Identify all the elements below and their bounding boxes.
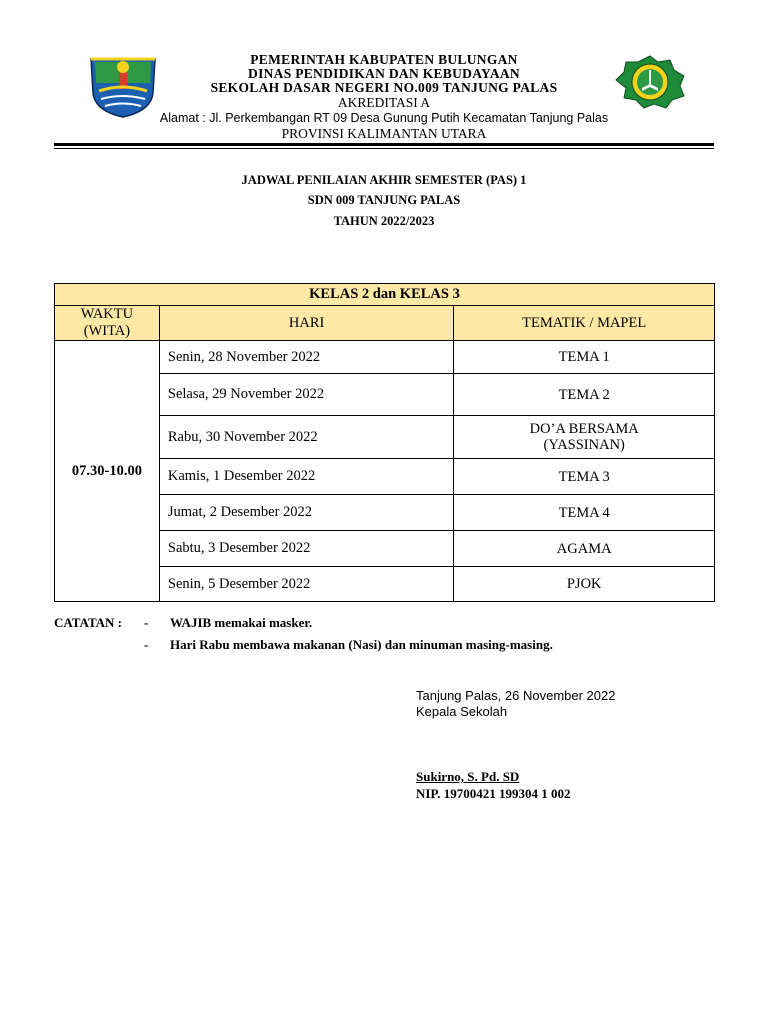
letterhead-province: PROVINSI KALIMANTAN UTARA xyxy=(281,126,487,141)
subject-cell xyxy=(454,416,715,459)
day-cell: Sabtu, 3 Desember 2022 xyxy=(159,531,454,567)
column-header-waktu xyxy=(55,306,160,341)
column-header-waktu-line2: (WITA) xyxy=(83,323,131,339)
column-header-waktu-line1: WAKTU xyxy=(80,306,134,322)
table-row xyxy=(55,341,715,374)
letterhead-government: PEMERINTAH KABUPATEN BULUNGAN xyxy=(250,52,518,67)
column-header-hari: HARI xyxy=(159,306,454,341)
notes-dash-1: - xyxy=(144,615,149,630)
letterhead-accreditation: AKREDITASI A xyxy=(337,95,431,110)
subject-line1: DO’A BERSAMA xyxy=(529,421,639,437)
document-title: JADWAL PENILAIAN AKHIR SEMESTER (PAS) 1 xyxy=(241,173,527,187)
exam-schedule-table xyxy=(54,283,715,602)
letterhead-department: DINAS PENDIDIKAN DAN KEBUDAYAAN xyxy=(248,66,520,81)
subject-line2: (YASSINAN) xyxy=(543,437,625,453)
table-column-header-row xyxy=(55,306,715,341)
letterhead-rule-thin xyxy=(54,148,714,149)
subject-cell: AGAMA xyxy=(454,531,715,567)
time-cell: 07.30-10.00 xyxy=(55,341,160,602)
day-cell: Senin, 5 Desember 2022 xyxy=(159,567,454,602)
subject-cell: TEMA 3 xyxy=(454,459,715,495)
letterhead-address: Alamat : Jl. Perkembangan RT 09 Desa Gunung Putih Kecamatan Tanjung Palas xyxy=(159,111,609,125)
signature-position: Kepala Sekolah xyxy=(416,704,508,719)
column-header-mapel: TEMATIK / MAPEL xyxy=(454,306,715,341)
document-year: TAHUN 2022/2023 xyxy=(333,214,435,228)
signature-name: Sukirno, S. Pd. SD xyxy=(416,769,520,784)
signature-place-date: Tanjung Palas, 26 November 2022 xyxy=(416,688,616,703)
notes-dash-2: - xyxy=(144,637,149,652)
subject-cell: PJOK xyxy=(454,567,715,602)
day-cell: Jumat, 2 Desember 2022 xyxy=(159,495,454,531)
subject-cell: TEMA 1 xyxy=(454,341,715,374)
note-2: Hari Rabu membawa makanan (Nasi) dan minuman masing-masing. xyxy=(170,637,553,652)
letterhead-rule-thick xyxy=(54,143,714,146)
notes-label: CATATAN : xyxy=(54,615,123,630)
signature-nip: NIP. 19700421 199304 1 002 xyxy=(416,786,571,801)
day-cell: Selasa, 29 November 2022 xyxy=(159,374,454,416)
day-cell: Rabu, 30 November 2022 xyxy=(159,416,454,459)
letterhead-school: SEKOLAH DASAR NEGERI NO.009 TANJUNG PALAS xyxy=(210,80,558,95)
document-school: SDN 009 TANJUNG PALAS xyxy=(307,193,461,207)
subject-cell: TEMA 4 xyxy=(454,495,715,531)
class-group-header: KELAS 2 dan KELAS 3 xyxy=(55,284,715,306)
subject-cell: TEMA 2 xyxy=(454,374,715,416)
table-group-header-row xyxy=(55,284,715,306)
day-cell: Kamis, 1 Desember 2022 xyxy=(159,459,454,495)
note-1: WAJIB memakai masker. xyxy=(170,615,313,630)
day-cell: Senin, 28 November 2022 xyxy=(159,341,454,374)
